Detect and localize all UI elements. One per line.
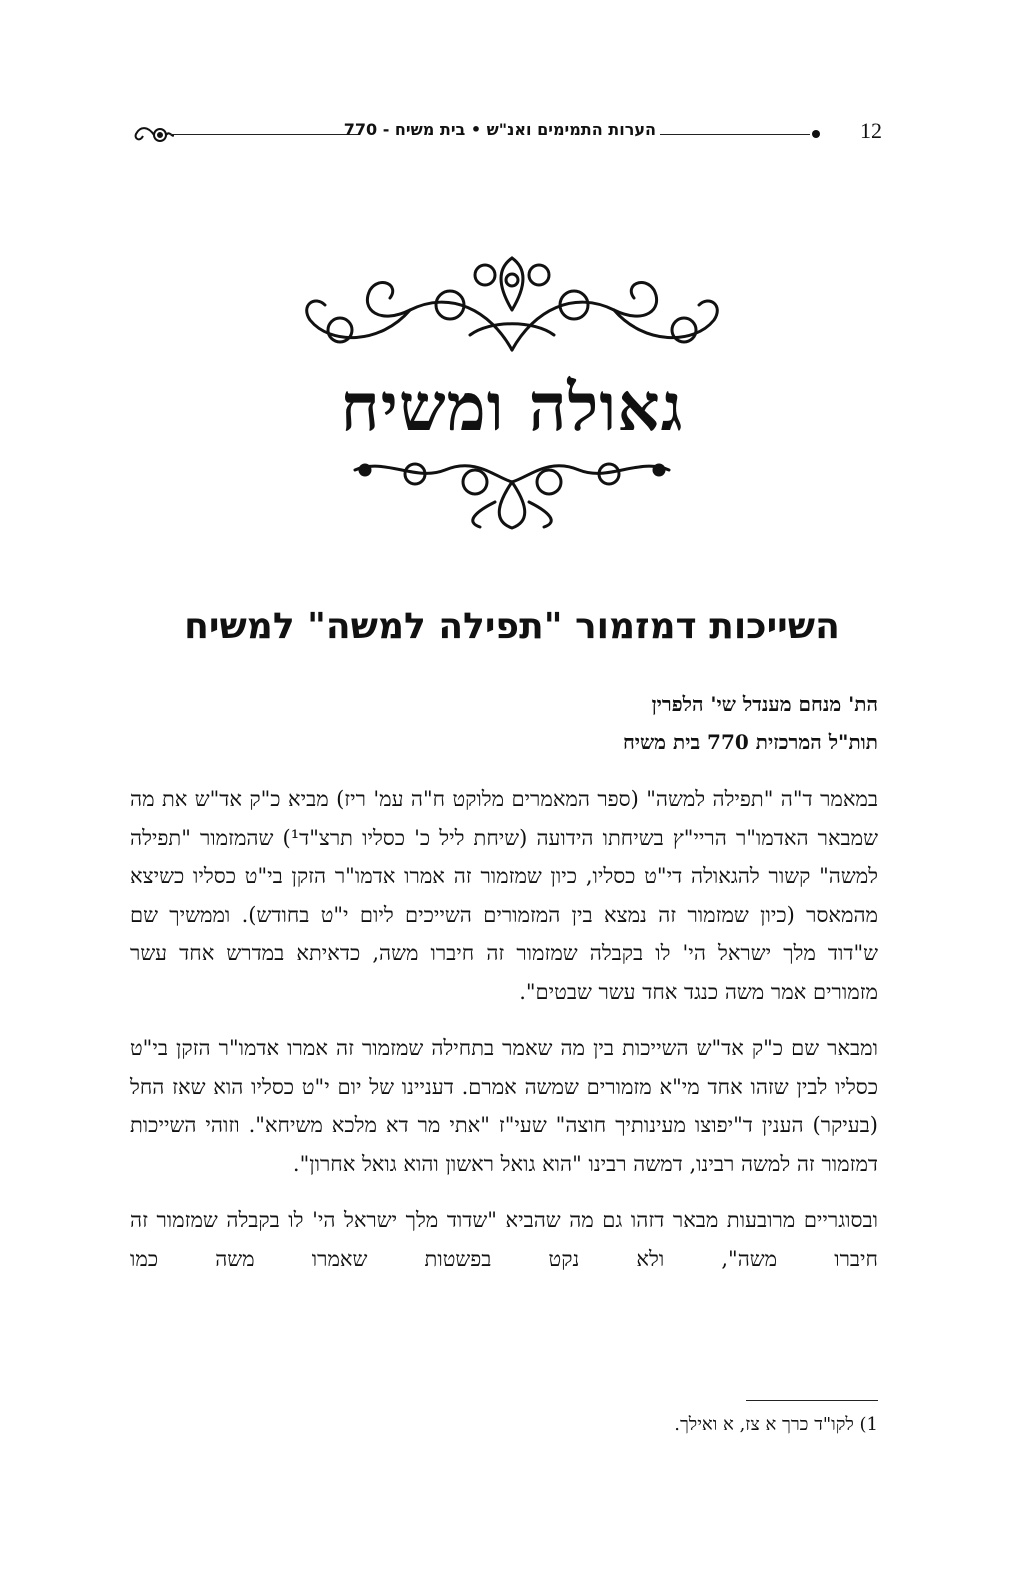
header-rule-left: [170, 134, 360, 135]
paragraph-3: ובסוגריים מרובעות מבאר דזהו גם מה שהביא "שדוד מלך ישראל הי' לו בקבלה שמזמור זה חיברו משה", ולא נקט בפשטות שאמרו משה כמו: [130, 1208, 878, 1271]
footnote: 1) לקו"ד כרך א צז, א ואילך.: [674, 1414, 878, 1435]
article-body: [130, 780, 878, 1296]
paragraph-1: במאמר ד"ה "תפילה למשה" (ספר המאמרים מלוקט ח"ה עמ' ריז) מביא כ"ק אד"ש את מה שמבאר האדמו"ר הריי"ץ בשיחתו הידועה (שיחת ליל כ' כסליו תרצ"ד¹) שהמזמור "תפילה למשה" קשור להגאולה די"ט כסליו, כיון שמזמור זה אמרו אדמו"ר הזקן בי"ט כסליו כשיצא מהמאסר (כיון שמזמור זה נמצא בין המזמורים השייכים ליום י"ט בחודש). וממשיך שם ש"דוד מלך ישראל הי' לו בקבלה שמזמור זה חיברו משה, כדאיתא במדרש אחד עשר מזמורים אמר משה כנגד אחד עשר שבטים".: [130, 787, 878, 1004]
paragraph-2: ומבאר שם כ"ק אד"ש השייכות בין מה שאמר בתחילה שמזמור זה אמרו אדמו"ר הזקן בי"ט כסליו לבין שזהו אחד מי"א מזמורים שמשה אמרם. דעניינו של יום י"ט כסליו הוא שאז החל (בעיקר) הענין ד"יפוצו מעינותיך חוצה" שעי"ז "אתי מר דא מלכא משיחא". וזוהי השייכות דמזמור זה למשה רבינו, דמשה רבינו "הוא גואל ראשון והוא גואל אחרון".: [130, 1036, 878, 1176]
author-name: הת' מנחם מענדל שי' הלפרין: [651, 692, 878, 716]
ornament-bottom-icon: [345, 452, 679, 532]
author-institution: תות"ל המרכזית 770 בית משיח: [622, 730, 878, 754]
header-rule-right: [660, 134, 810, 135]
ornament-top-icon: [290, 250, 734, 362]
page-number: 12: [860, 118, 882, 143]
flourish-ornament-icon: [130, 122, 174, 148]
section-title: גאולה ומשיח: [340, 368, 684, 446]
running-header: [130, 118, 882, 152]
footnote-rule: [746, 1400, 878, 1401]
header-dot: [812, 130, 820, 138]
article-title: השייכות דמזמור "תפילה למשה" למשיח: [184, 606, 840, 647]
running-title: הערות התמימים ואנ"ש • בית משיח - 770: [343, 120, 656, 139]
